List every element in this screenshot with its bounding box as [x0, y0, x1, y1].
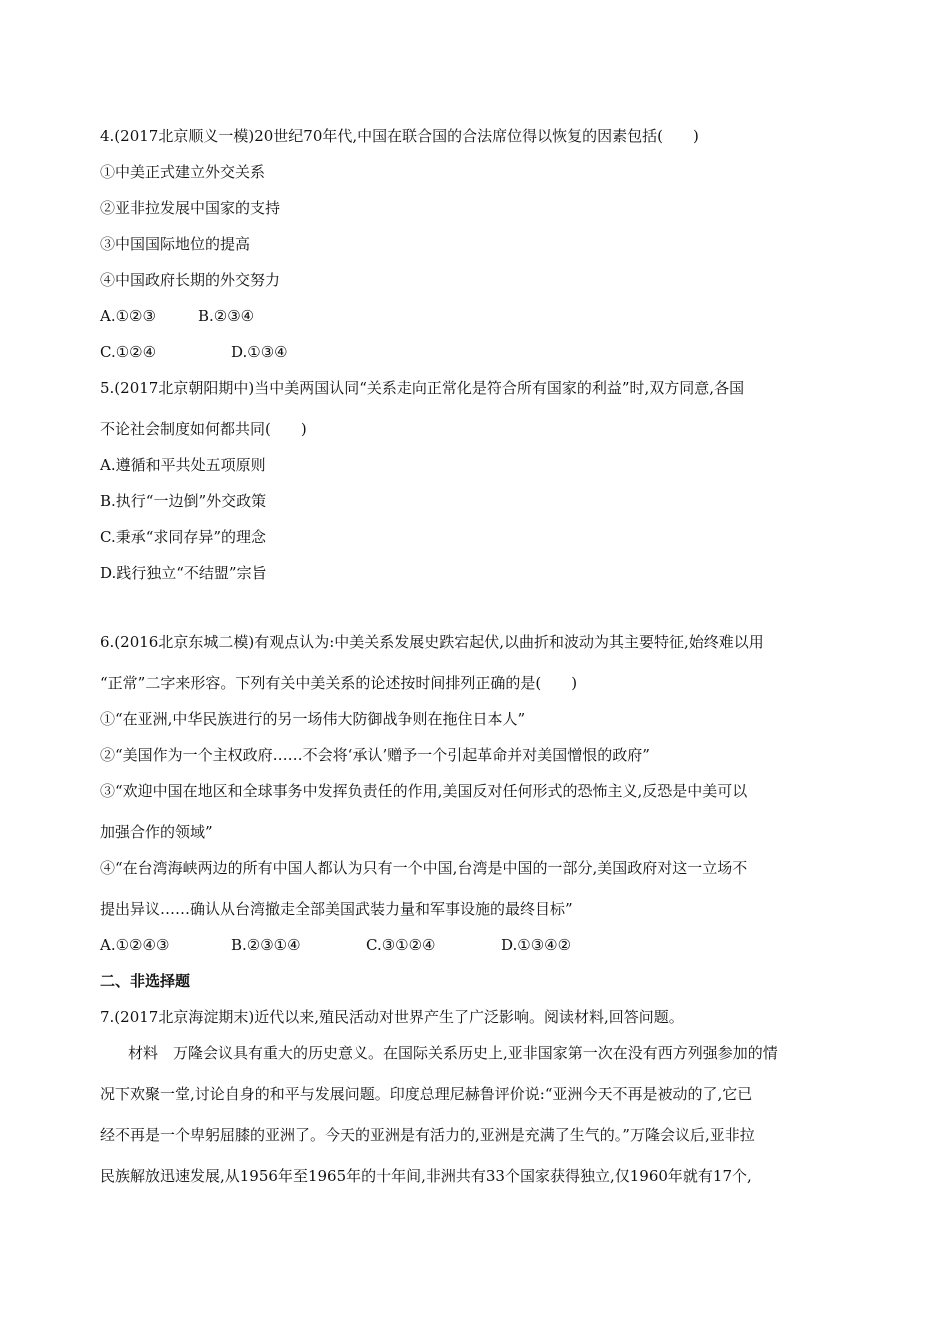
q4-item-3: ③中国国际地位的提高	[100, 235, 251, 253]
q4-item-4: ④中国政府长期的外交努力	[100, 271, 281, 289]
q7-material-line-1: 材料 万隆会议具有重大的历史意义。在国际关系历史上,亚非国家第一次在没有西方列强参加的情	[128, 1044, 778, 1062]
q7-material-line-3: 经不再是一个卑躬屈膝的亚洲了。今天的亚洲是有活力的,亚洲是充满了生气的。”万隆会议后,亚非拉	[100, 1126, 755, 1144]
q6-item-3-line-1: ③“欢迎中国在地区和全球事务中发挥负责任的作用,美国反对任何形式的恐怖主义,反恐是中美可以	[100, 782, 748, 800]
q6-stem-line-1: 6.(2016北京东城二模)有观点认为:中美关系发展史跌宕起伏,以曲折和波动为其主要特征,始终难以用	[100, 633, 764, 651]
q5-option-b: B.执行“一边倒”外交政策	[100, 492, 267, 510]
q5-option-d: D.践行独立“不结盟”宗旨	[100, 564, 267, 582]
q4-stem: 4.(2017北京顺义一模)20世纪70年代,中国在联合国的合法席位得以恢复的因素包括( )	[100, 127, 699, 145]
q6-item-2: ②“美国作为一个主权政府……不会将‘承认’赠予一个引起革命并对美国憎恨的政府”	[100, 746, 650, 764]
q4-option-d: D.①③④	[231, 343, 288, 361]
q6-item-3-line-2: 加强合作的领域”	[100, 823, 213, 841]
q6-item-1: ①“在亚洲,中华民族进行的另一场伟大防御战争则在拖住日本人”	[100, 710, 526, 728]
q5-option-a: A.遵循和平共处五项原则	[100, 456, 266, 474]
q6-option-b: B.②③①④	[231, 936, 301, 954]
q5-stem-line-1: 5.(2017北京朝阳期中)当中美两国认同“关系走向正常化是符合所有国家的利益”时,双方同意,各国	[100, 379, 745, 397]
q7-material-line-2: 况下欢聚一堂,讨论自身的和平与发展问题。印度总理尼赫鲁评价说:“亚洲今天不再是被动的了,它已	[100, 1085, 753, 1103]
q5-option-c: C.秉承“求同存异”的理念	[100, 528, 267, 546]
q6-option-a: A.①②④③	[100, 936, 170, 954]
q7-stem: 7.(2017北京海淀期末)近代以来,殖民活动对世界产生了广泛影响。阅读材料,回答问题。	[100, 1008, 684, 1026]
q6-option-d: D.①③④②	[501, 936, 572, 954]
q6-item-4-line-2: 提出异议……确认从台湾撤走全部美国武装力量和军事设施的最终目标”	[100, 900, 573, 918]
q6-options-row	[100, 935, 571, 955]
q6-item-4-line-1: ④“在台湾海峡两边的所有中国人都认为只有一个中国,台湾是中国的一部分,美国政府对这一立场不	[100, 859, 748, 877]
q4-option-a: A.①②③	[100, 307, 156, 325]
section-heading: 二、非选择题	[100, 972, 191, 990]
q4-option-c: C.①②④	[100, 343, 157, 361]
q7-material-line-4: 民族解放迅速发展,从1956年至1965年的十年间,非洲共有33个国家获得独立,仅1960年就有17个,	[100, 1167, 752, 1185]
q4-options-row-2	[100, 342, 288, 362]
q5-stem-line-2: 不论社会制度如何都共同( )	[100, 420, 307, 438]
q4-item-2: ②亚非拉发展中国家的支持	[100, 199, 281, 217]
q6-stem-line-2: “正常”二字来形容。下列有关中美关系的论述按时间排列正确的是( )	[100, 674, 578, 692]
q4-option-b: B.②③④	[198, 307, 255, 325]
q4-item-1: ①中美正式建立外交关系	[100, 163, 266, 181]
q4-options-row-1	[100, 306, 254, 326]
q6-option-c: C.③①②④	[366, 936, 436, 954]
